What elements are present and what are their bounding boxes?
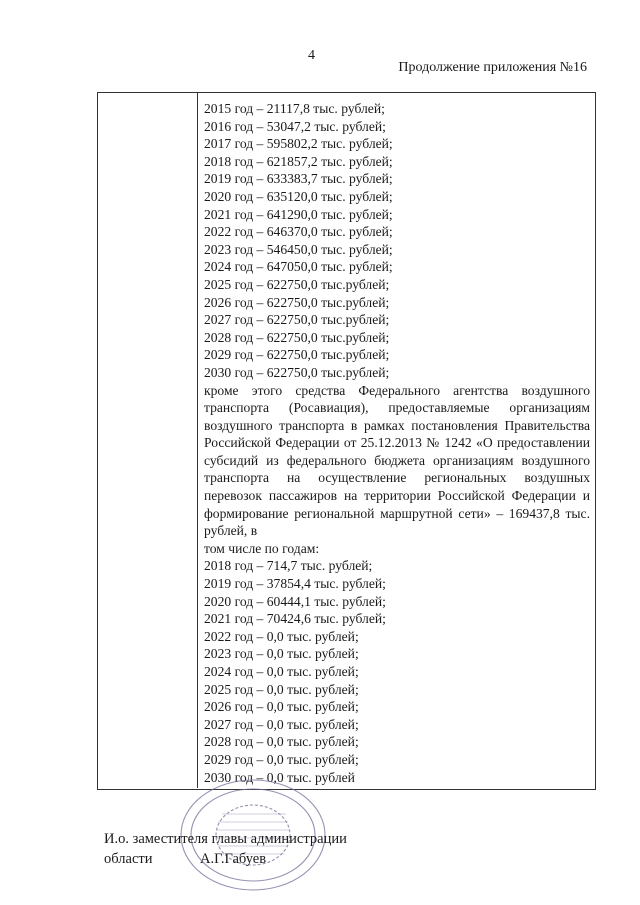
page-number: 4: [308, 48, 315, 63]
budget-line: 2023 год – 546450,0 тыс. рублей;: [204, 241, 393, 257]
budget-line: 2027 год – 0,0 тыс. рублей;: [204, 716, 359, 732]
budget-line: 2020 год – 60444,1 тыс. рублей;: [204, 593, 386, 609]
budget-line: 2028 год – 622750,0 тыс.рублей;: [204, 329, 390, 345]
budget-line: 2022 год – 0,0 тыс. рублей;: [204, 628, 359, 644]
budget-line: 2026 год – 622750,0 тыс.рублей;: [204, 294, 390, 310]
budget-line: 2023 год – 0,0 тыс. рублей;: [204, 646, 359, 662]
budget-line: 2027 год – 622750,0 тыс.рублей;: [204, 312, 390, 328]
budget-line: 2019 год – 633383,7 тыс. рублей;: [204, 171, 393, 187]
rosaviatsiya-paragraph: кроме этого средства Федерального агентства воздушного транспорта (Росавиация), предоставляемые организациям воздушного транспорта в рамках постановления Правительства Российской Федерации от 25.12.2013 № 1242 «О предоставлении субсидий из федерального бюджета организациям воздушного транспорта на осуществление региональных воздушных перевозок пассажиров на территории Российской Федерации и формирование региональной маршрутной сети» – 169437,8 тыс. рублей, в: [204, 382, 590, 539]
appendix-note: Продолжение приложения №16: [398, 60, 587, 75]
budget-line: 2025 год – 0,0 тыс. рублей;: [204, 681, 359, 697]
table-column-divider: [197, 92, 198, 788]
budget-line: 2025 год – 622750,0 тыс.рублей;: [204, 276, 390, 292]
budget-line: 2024 год – 647050,0 тыс. рублей;: [204, 259, 393, 275]
table-content-cell: [204, 100, 590, 786]
budget-line: 2018 год – 621857,2 тыс. рублей;: [204, 153, 393, 169]
budget-line: 2015 год – 21117,8 тыс. рублей;: [204, 101, 385, 116]
budget-line: 2021 год – 641290,0 тыс. рублей;: [204, 206, 393, 222]
budget-list-primary: [204, 100, 590, 382]
budget-line: 2030 год – 0,0 тыс. рублей: [204, 769, 355, 785]
budget-line: 2021 год – 70424,6 тыс. рублей;: [204, 611, 386, 627]
budget-line: 2029 год – 0,0 тыс. рублей;: [204, 751, 359, 767]
budget-line: 2019 год – 37854,4 тыс. рублей;: [204, 576, 386, 592]
signer-title: И.о. заместителя главы администрации: [104, 831, 347, 847]
paragraph-tail: том числе по годам:: [204, 540, 320, 556]
budget-line: 2028 год – 0,0 тыс. рублей;: [204, 734, 359, 750]
budget-line: 2029 год – 622750,0 тыс.рублей;: [204, 347, 390, 363]
budget-line: 2016 год – 53047,2 тыс. рублей;: [204, 118, 386, 134]
budget-line: 2018 год – 714,7 тыс. рублей;: [204, 558, 373, 574]
signer-name: А.Г.Габуев: [200, 851, 267, 867]
signer-region: области: [104, 851, 153, 867]
budget-line: 2017 год – 595802,2 тыс. рублей;: [204, 136, 393, 152]
budget-line: 2020 год – 635120,0 тыс. рублей;: [204, 188, 393, 204]
budget-line: 2024 год – 0,0 тыс. рублей;: [204, 664, 359, 679]
budget-list-rosaviatsiya: [204, 557, 590, 786]
budget-line: 2030 год – 622750,0 тыс.рублей;: [204, 364, 390, 380]
budget-line: 2026 год – 0,0 тыс. рублей;: [204, 699, 359, 715]
budget-line: 2022 год – 646370,0 тыс. рублей;: [204, 224, 393, 240]
